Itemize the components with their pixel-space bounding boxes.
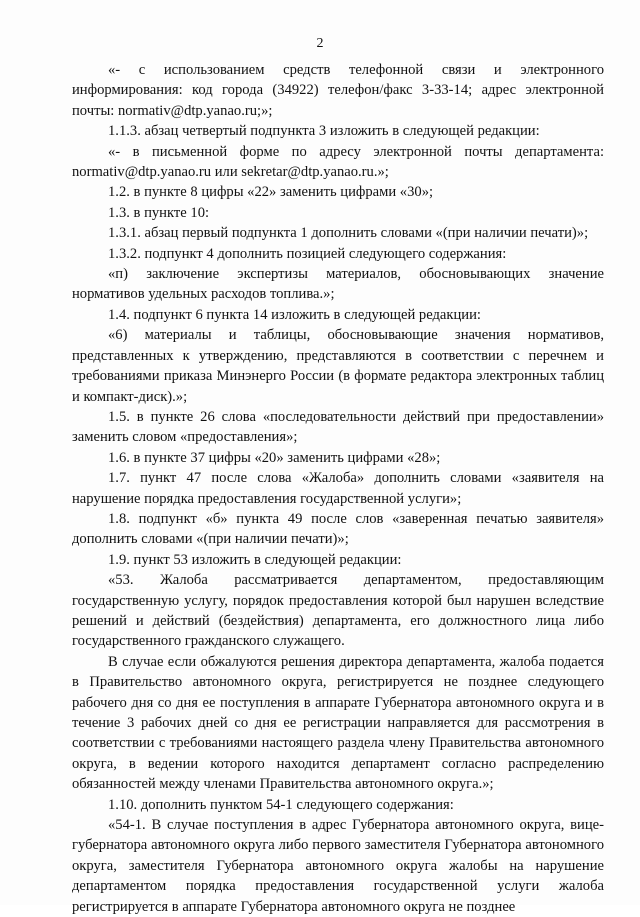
paragraph: 1.2. в пункте 8 цифры «22» заменить цифрами «30»; — [108, 184, 434, 201]
paragraph: 1.3.1. абзац первый подпункта 1 дополнить словами «(при наличии печати)»; — [108, 225, 589, 242]
paragraph: «п) заключение экспертизы материалов, обосновывающих значение нормативов удельных расходов топлива.»; — [72, 266, 604, 303]
paragraph: 1.9. пункт 53 изложить в следующей редакции: — [108, 551, 402, 568]
paragraph: 1.3. в пункте 10: — [108, 204, 210, 221]
paragraph: «6) материалы и таблицы, обосновывающие значения нормативов, представленных к утверждению, представляются в соответствии с перечнем и требованиями приказа Минэнерго России (в формате редактора электронных таблиц и компакт-диск).»; — [72, 327, 604, 405]
paragraph: «- в письменной форме по адресу электронной почты департамента: normativ@dtp.yanao.ru или sekretar@dtp.yanao.ru.»; — [72, 143, 604, 181]
paragraph: 1.5. в пункте 26 слова «последовательности действий при предоставлении» заменить словом «предоставления»; — [72, 408, 604, 446]
document-body — [72, 60, 604, 917]
page-number: 2 — [316, 36, 324, 51]
paragraph: «54-1. В случае поступления в адрес Губернатора автономного округа, вице-губернатора автономного округа либо первого заместителя Губернатора автономного округа, заместителя Губернатора автономного округа жалобы на нарушение департаментом порядка предоставления государственной услуги жалоба регистрируется в аппарате Губернатора автономного округа не позднее — [72, 817, 604, 915]
paragraph: 1.7. пункт 47 после слова «Жалоба» дополнить словами «заявителя на нарушение порядка предоставления государственной услуги»; — [72, 470, 604, 507]
paragraph: В случае если обжалуются решения директора департамента, жалоба подается в Правительство автономного округа, регистрируется не позднее следующего рабочего дня со дня ее поступления в аппарате Губернатора автономного округа и в течение 3 рабочих дней со дня ее регистрации направляется для рассмотрения в соответствии с требованиями настоящего раздела члену Правительства автономного округа, в ведении которого находится департамент согласно распределению обязанностей между членами Правительства автономного округа.»; — [72, 653, 604, 793]
paragraph: 1.6. в пункте 37 цифры «20» заменить цифрами «28»; — [108, 449, 441, 466]
paragraph: 1.3.2. подпункт 4 дополнить позицией следующего содержания: — [108, 245, 507, 262]
paragraph: 1.10. дополнить пунктом 54-1 следующего содержания: — [108, 796, 454, 813]
paragraph: 1.4. подпункт 6 пункта 14 изложить в следующей редакции: — [108, 306, 481, 323]
paragraph: 1.1.3. абзац четвертый подпункта 3 изложить в следующей редакции: — [108, 123, 540, 140]
paragraph: 1.8. подпункт «б» пункта 49 после слов «заверенная печатью заявителя» дополнить словами «(при наличии печати)»; — [72, 510, 604, 548]
paragraph: «53. Жалоба рассматривается департаментом, предоставляющим государственную услугу, порядок предоставления которой был нарушен вследствие решений и действий (бездействия) департамента, его должностного лица либо государственного гражданского служащего. — [72, 572, 604, 650]
paragraph: «- с использованием средств телефонной связи и электронного информирования: код города (34922) телефон/факс 3-33-14; адрес электронной почты: normativ@dtp.yanao.ru;»; — [72, 62, 604, 119]
